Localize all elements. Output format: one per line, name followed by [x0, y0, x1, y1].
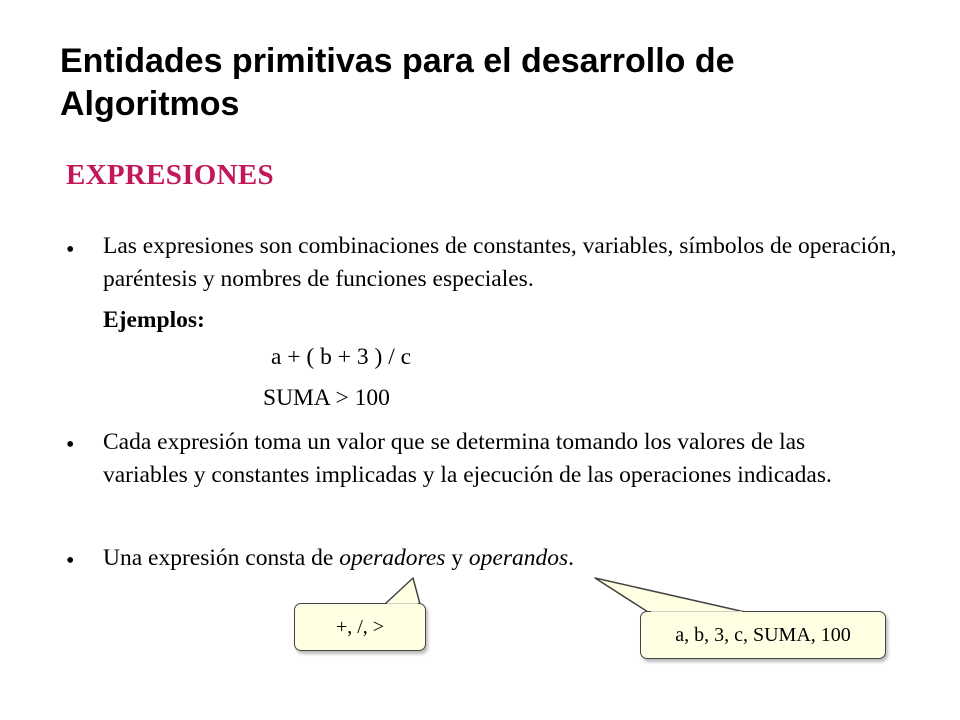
- bullet-text-2: Cada expresión toma un valor que se determina tomando los valores de las variables y constantes implicadas y la ejecución de las operaciones indicadas.: [103, 429, 832, 488]
- slide-title: Entidades primitivas para el desarrollo de Algoritmos: [60, 42, 735, 123]
- bullet-text-3-middle: y: [445, 545, 469, 571]
- operators-callout: +, /, >: [294, 603, 426, 651]
- example-expression-1: a + ( b + 3 ) / c: [271, 344, 412, 370]
- examples-label: Ejemplos:: [103, 307, 205, 333]
- example-expression-2: SUMA > 100: [263, 385, 390, 411]
- section-heading: EXPRESIONES: [66, 159, 274, 191]
- bullet-marker-3: •: [66, 548, 75, 574]
- bullet-text-3-end: .: [568, 545, 575, 571]
- bullet-marker-2: •: [66, 432, 75, 458]
- bullet-marker-1: •: [66, 237, 75, 263]
- operators-term: operadores: [339, 545, 446, 571]
- operands-term: operandos: [468, 545, 569, 571]
- bullet-text-1: Las expresiones son combinaciones de constantes, variables, símbolos de operación, paréntesis y nombres de funciones especiales.: [103, 233, 897, 292]
- bullet-text-3-start: Una expresión consta de: [103, 545, 340, 571]
- operands-callout: a, b, 3, c, SUMA, 100: [640, 611, 886, 659]
